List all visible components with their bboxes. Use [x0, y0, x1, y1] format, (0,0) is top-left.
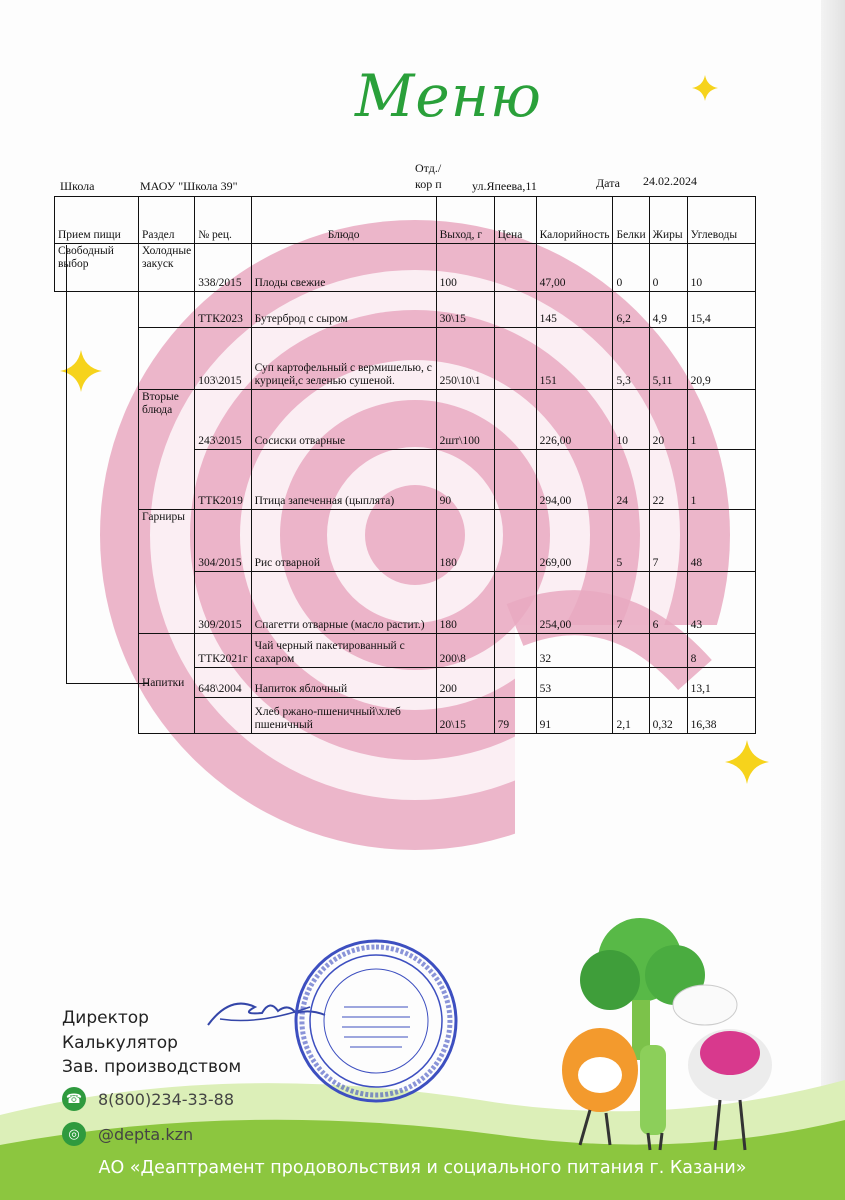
- column-header: Жиры: [649, 197, 687, 244]
- dish-protein: [613, 668, 649, 698]
- column-header: Выход, г: [436, 197, 494, 244]
- dish-output: 2шт\100: [436, 390, 494, 450]
- dish-carbs: 15,4: [687, 292, 755, 328]
- dish-price: [494, 450, 536, 510]
- school-stamp: [292, 937, 460, 1105]
- dish-calories: 294,00: [536, 450, 613, 510]
- dish-fat: 7: [649, 510, 687, 572]
- dish-protein: 5,3: [613, 328, 649, 390]
- dish-calories: 47,00: [536, 244, 613, 292]
- dish-protein: [613, 634, 649, 668]
- dish-fat: 20: [649, 390, 687, 450]
- dish-carbs: 8: [687, 634, 755, 668]
- dish-output: 180: [436, 510, 494, 572]
- dish-output: 90: [436, 450, 494, 510]
- dish-calories: 32: [536, 634, 613, 668]
- column-header: Калорийность: [536, 197, 613, 244]
- footer-text: АО «Деаптрамент продовольствия и социального питания г. Казани»: [98, 1158, 747, 1178]
- table-row: [55, 328, 756, 390]
- dish-price: 79: [494, 698, 536, 734]
- dish-output: 180: [436, 572, 494, 634]
- mascots-illustration: [540, 905, 800, 1160]
- dish-calories: 145: [536, 292, 613, 328]
- dish-protein: 6,2: [613, 292, 649, 328]
- recipe-number: ТТК2023: [195, 292, 251, 328]
- dish-fat: 5,11: [649, 328, 687, 390]
- recipe-number: 309/2015: [195, 572, 251, 634]
- column-header: Углеводы: [687, 197, 755, 244]
- dish-name: Птица запеченная (цыплята): [251, 450, 436, 510]
- dish-carbs: 16,38: [687, 698, 755, 734]
- dish-calories: 151: [536, 328, 613, 390]
- address: ул.Япеева,11: [472, 179, 537, 193]
- instagram-contact[interactable]: [62, 1122, 193, 1146]
- recipe-number: 304/2015: [195, 510, 251, 572]
- dish-name: Хлеб ржано-пшеничный\хлеб пшеничный: [251, 698, 436, 734]
- calculator-label: Калькулятор: [62, 1033, 178, 1053]
- dish-calories: 91: [536, 698, 613, 734]
- dish-name: Сосиски отварные: [251, 390, 436, 450]
- dish-price: [494, 510, 536, 572]
- page-edge: [821, 0, 845, 1200]
- dish-output: 100: [436, 244, 494, 292]
- dish-protein: 2,1: [613, 698, 649, 734]
- dish-price: [494, 244, 536, 292]
- recipe-number: [195, 698, 251, 734]
- dish-fat: 6: [649, 572, 687, 634]
- dish-carbs: 20,9: [687, 328, 755, 390]
- dish-calories: 226,00: [536, 390, 613, 450]
- dish-fat: 4,9: [649, 292, 687, 328]
- dish-fat: 0: [649, 244, 687, 292]
- meal-name: Свободный выбор: [55, 244, 139, 292]
- section-name: Напитки: [139, 634, 195, 734]
- page-title: Меню: [355, 62, 542, 130]
- column-header: Прием пищи: [55, 197, 139, 244]
- dish-fat: 0,32: [649, 698, 687, 734]
- instagram-icon: ◎: [62, 1122, 86, 1146]
- dish-calories: 254,00: [536, 572, 613, 634]
- phone-number: 8(800)234-33-88: [98, 1089, 235, 1109]
- dish-name: Суп картофельный с вермишелью, с курицей,с зеленью сушеной.: [251, 328, 436, 390]
- dish-output: 30\15: [436, 292, 494, 328]
- date-value: 24.02.2024: [643, 174, 697, 188]
- dish-protein: 7: [613, 572, 649, 634]
- dept-label: Отд./кор п: [415, 161, 442, 191]
- column-header: Цена: [494, 197, 536, 244]
- production-label: Зав. производством: [62, 1057, 242, 1077]
- table-header-row: [55, 197, 756, 244]
- dish-name: Спагетти отварные (масло растит.): [251, 572, 436, 634]
- menu-table: [54, 196, 756, 734]
- date-label: Дата: [596, 176, 620, 190]
- recipe-number: 103\2015: [195, 328, 251, 390]
- school-name: МАОУ "Школа 39": [140, 179, 238, 193]
- recipe-number: 243\2015: [195, 390, 251, 450]
- recipe-number: ТТК2021г: [195, 634, 251, 668]
- dish-price: [494, 292, 536, 328]
- dish-name: Плоды свежие: [251, 244, 436, 292]
- dish-price: [494, 328, 536, 390]
- dish-output: 200: [436, 668, 494, 698]
- dish-protein: 10: [613, 390, 649, 450]
- dish-name: Чай черный пакетированный с сахаром: [251, 634, 436, 668]
- dish-name: Бутерброд с сыром: [251, 292, 436, 328]
- table-row: [55, 292, 756, 328]
- star-icon: [692, 75, 718, 101]
- dish-price: [494, 572, 536, 634]
- dish-fat: 22: [649, 450, 687, 510]
- dish-name: Напиток яблочный: [251, 668, 436, 698]
- dish-carbs: 10: [687, 244, 755, 292]
- column-header: Белки: [613, 197, 649, 244]
- recipe-number: ТТК2019: [195, 450, 251, 510]
- recipe-number: 338/2015: [195, 244, 251, 292]
- dish-name: Рис отварной: [251, 510, 436, 572]
- section-name: Вторые блюда: [139, 390, 195, 510]
- dish-output: 250\10\1: [436, 328, 494, 390]
- dish-protein: 0: [613, 244, 649, 292]
- dish-fat: [649, 634, 687, 668]
- table-row: [55, 390, 756, 450]
- dish-output: 20\15: [436, 698, 494, 734]
- dish-fat: [649, 668, 687, 698]
- instagram-handle: @depta.kzn: [98, 1124, 194, 1144]
- dish-protein: 24: [613, 450, 649, 510]
- star-icon: [725, 740, 769, 784]
- dish-carbs: 13,1: [687, 668, 755, 698]
- column-header: № рец.: [195, 197, 251, 244]
- dish-price: [494, 634, 536, 668]
- dish-calories: 53: [536, 668, 613, 698]
- phone-icon: ☎: [62, 1087, 86, 1111]
- school-label: Школа: [60, 179, 95, 193]
- dish-price: [494, 390, 536, 450]
- dish-protein: 5: [613, 510, 649, 572]
- section-name: Гарниры: [139, 510, 195, 634]
- table-row: [55, 510, 756, 572]
- dish-carbs: 1: [687, 450, 755, 510]
- dish-price: [494, 668, 536, 698]
- dish-calories: 269,00: [536, 510, 613, 572]
- section-name: Холодные закуск: [139, 244, 195, 292]
- dish-carbs: 1: [687, 390, 755, 450]
- table-row: [55, 244, 756, 292]
- director-label: Директор: [62, 1008, 149, 1028]
- phone-contact[interactable]: [62, 1087, 234, 1111]
- dish-carbs: 43: [687, 572, 755, 634]
- recipe-number: 648\2004: [195, 668, 251, 698]
- dish-carbs: 48: [687, 510, 755, 572]
- column-header: Блюдо: [251, 197, 436, 244]
- column-header: Раздел: [139, 197, 195, 244]
- dish-output: 200\8: [436, 634, 494, 668]
- table-row: [55, 634, 756, 668]
